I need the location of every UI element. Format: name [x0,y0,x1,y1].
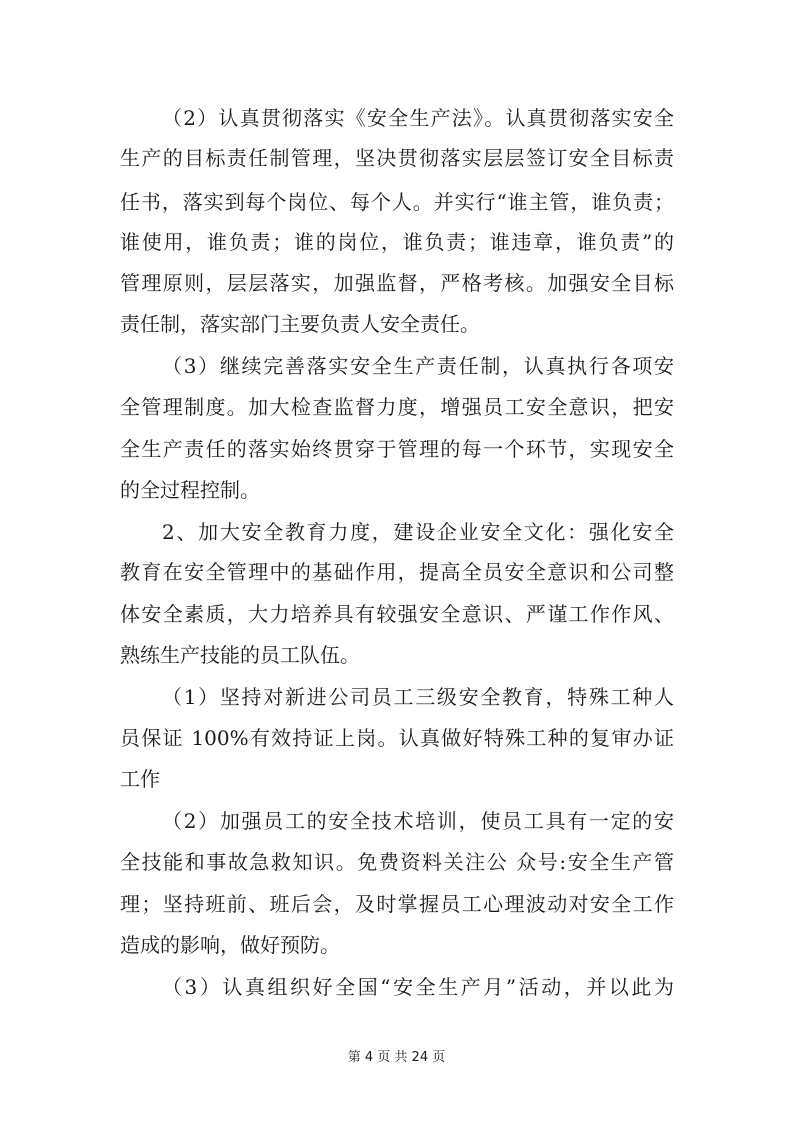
paragraph-line: （2）加强员工的安全技术培训，使员工具有一定的安 [162,809,674,833]
paragraph-line: 工作 [120,767,160,791]
paragraph-line: 全技能和事故急救知识。免费资料关注公 众号:安全生产管 [120,850,674,874]
paragraph-line: （3）认真组织好全国“安全生产月”活动，并以此为 [162,975,674,999]
paragraph-line: （1）坚持对新进公司员工三级安全教育，特殊工种人 [162,685,674,709]
paragraph-line: 熟练生产技能的员工队伍。 [120,643,360,667]
paragraph-line: 谁使用，谁负责；谁的岗位，谁负责；谁违章，谁负责”的 [120,230,674,254]
paragraph-line: 的全过程控制。 [120,478,260,502]
paragraph-line: 生产的目标责任制管理，坚决贯彻落实层层签订安全目标责 [120,146,674,170]
paragraph-line: （3）继续完善落实安全生产责任制，认真执行各项安 [162,354,674,378]
paragraph-line: 任书，落实到每个岗位、每个人。并实行“谁主管，谁负责； [120,190,674,214]
paragraph-line: 责任制，落实部门主要负责人安全责任。 [120,312,480,336]
page-number-footer: 第 4 页 共 24 页 [347,1050,446,1065]
paragraph-line: 教育在安全管理中的基础作用，提高全员安全意识和公司整 [120,560,674,584]
paragraph-line: 全管理制度。加大检查监督力度，增强员工安全意识，把安 [120,395,674,419]
paragraph-line: 2、加大安全教育力度，建设企业安全文化：强化安全 [162,520,674,544]
paragraph-line: 管理原则，层层落实，加强监督，严格考核。加强安全目标 [120,271,674,295]
paragraph-line: （2）认真贯彻落实《安全生产法》。认真贯彻落实安全 [162,106,674,130]
paragraph-line: 体安全素质，大力培养具有较强安全意识、严谨工作作风、 [120,602,674,626]
paragraph-line: 全生产责任的落实始终贯穿于管理的每一个环节，实现安全 [120,437,674,461]
paragraph-line: 造成的影响，做好预防。 [120,933,340,957]
paragraph-line: 理；坚持班前、班后会，及时掌握员工心理波动对安全工作 [120,892,674,916]
paragraph-line: 员保证 100%有效持证上岗。认真做好特殊工种的复审办证 [120,726,674,750]
